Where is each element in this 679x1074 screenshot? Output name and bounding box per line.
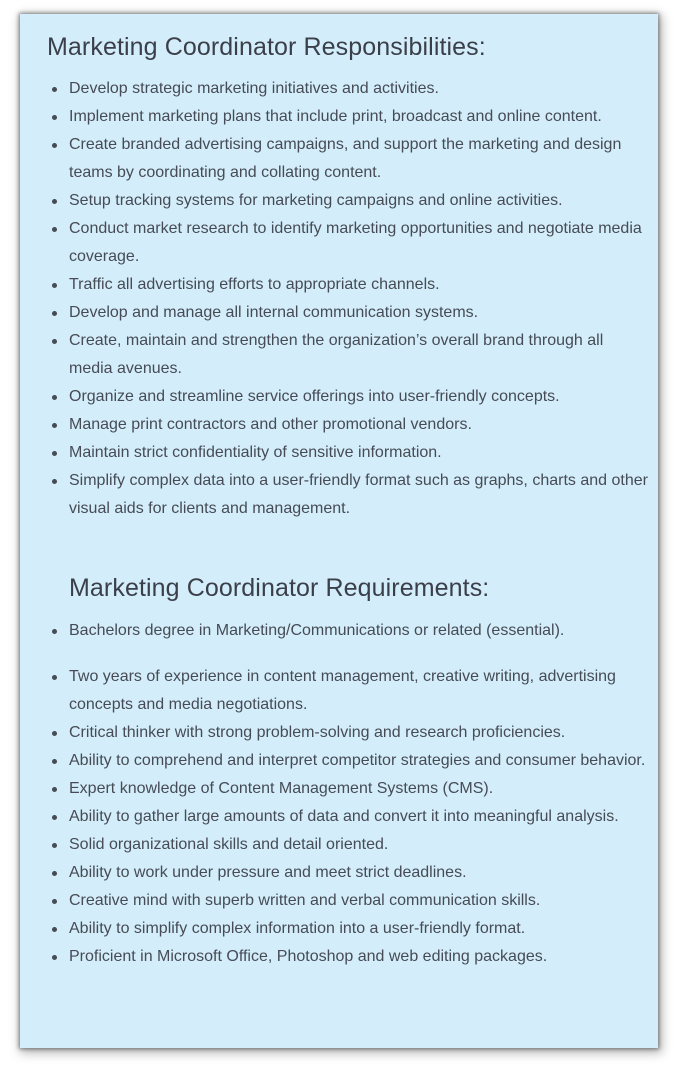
requirements-list: [69, 617, 651, 971]
requirement-item: Proficient in Microsoft Office, Photoshop and web editing packages.: [69, 943, 651, 971]
requirement-item: Ability to comprehend and interpret competitor strategies and consumer behavior.: [69, 747, 651, 775]
responsibilities-list: [69, 75, 651, 523]
responsibility-item: Simplify complex data into a user-friendly format such as graphs, charts and other visual aids for clients and management.: [69, 467, 651, 523]
requirement-item: Ability to gather large amounts of data and convert it into meaningful analysis.: [69, 803, 651, 831]
responsibility-item: Conduct market research to identify marketing opportunities and negotiate media coverage.: [69, 215, 651, 271]
responsibility-item: Maintain strict confidentiality of sensitive information.: [69, 439, 651, 467]
requirement-item: Bachelors degree in Marketing/Communications or related (essential).: [69, 617, 651, 645]
responsibility-item: Develop and manage all internal communication systems.: [69, 299, 651, 327]
requirement-item: Ability to simplify complex information into a user-friendly format.: [69, 915, 651, 943]
responsibility-item: Organize and streamline service offerings into user-friendly concepts.: [69, 383, 651, 411]
responsibility-item: Implement marketing plans that include print, broadcast and online content.: [69, 103, 651, 131]
requirement-item: Solid organizational skills and detail oriented.: [69, 831, 651, 859]
responsibilities-heading: Marketing Coordinator Responsibilities:: [47, 33, 486, 61]
job-description-card: [20, 14, 658, 1048]
responsibility-item: Create branded advertising campaigns, and support the marketing and design teams by coordinating and collating content.: [69, 131, 651, 187]
requirement-item: Critical thinker with strong problem-solving and research proficiencies.: [69, 719, 651, 747]
requirement-item: Ability to work under pressure and meet strict deadlines.: [69, 859, 651, 887]
requirement-item: Expert knowledge of Content Management Systems (CMS).: [69, 775, 651, 803]
responsibility-item: Traffic all advertising efforts to appropriate channels.: [69, 271, 651, 299]
requirement-item: Two years of experience in content management, creative writing, advertising concepts and media negotiations.: [69, 663, 651, 719]
responsibility-item: Develop strategic marketing initiatives and activities.: [69, 75, 651, 103]
responsibility-item: Setup tracking systems for marketing campaigns and online activities.: [69, 187, 651, 215]
responsibility-item: Manage print contractors and other promotional vendors.: [69, 411, 651, 439]
requirements-heading: Marketing Coordinator Requirements:: [69, 574, 490, 602]
responsibility-item: Create, maintain and strengthen the organization’s overall brand through all media avenues.: [69, 327, 651, 383]
requirement-item: Creative mind with superb written and verbal communication skills.: [69, 887, 651, 915]
